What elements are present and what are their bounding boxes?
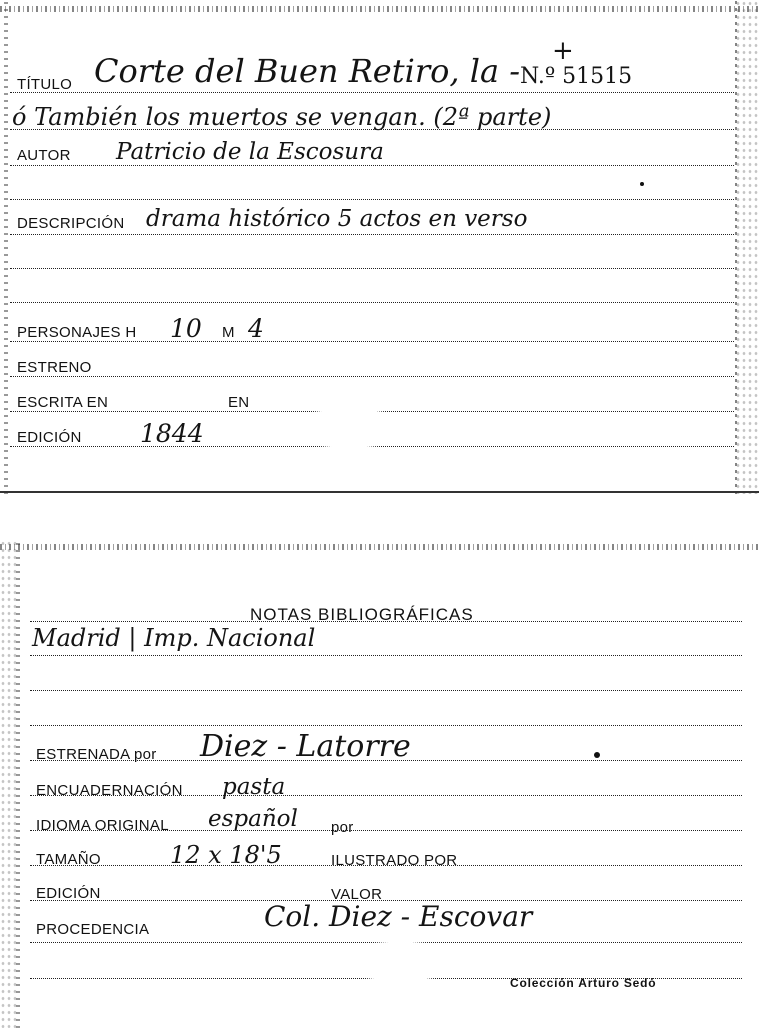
rule-line (10, 376, 734, 377)
handwritten-description: drama histórico 5 actos en verso (146, 206, 528, 232)
label-personajes-h: PERSONAJES H (17, 324, 137, 341)
handwritten-provenance: Col. Diez - Escovar (264, 900, 533, 933)
label-procedencia: PROCEDENCIA (36, 921, 150, 938)
label-descripcion: DESCRIPCIÓN (17, 215, 125, 232)
label-estrenada-por: ESTRENADA por (36, 746, 157, 763)
label-ilustrado-por: ILUSTRADO POR (331, 852, 458, 869)
label-valor: VALOR (331, 886, 383, 903)
handwritten-edition-year: 1844 (140, 419, 204, 448)
label-edicion: EDICIÓN (17, 429, 82, 446)
rule-line (10, 302, 734, 303)
label-titulo: TÍTULO (17, 76, 73, 93)
card-speckle (0, 540, 18, 1028)
label-personajes-m: M (222, 324, 235, 341)
handwritten-female-count: 4 (248, 314, 264, 343)
card-speckle (735, 0, 759, 494)
rule-line (10, 446, 734, 447)
label-encuadernacion: ENCUADERNACIÓN (36, 782, 183, 799)
paper-stain (318, 396, 380, 452)
label-escrita-en: ESCRITA EN (17, 394, 109, 411)
handwritten-title-line1: Corte del Buen Retiro, la - (94, 52, 521, 90)
label-idioma-por: por (331, 819, 354, 836)
label-en: EN (228, 394, 250, 411)
rule-line (10, 199, 734, 200)
rule-line (10, 165, 734, 166)
rule-line (10, 341, 734, 342)
rule-line (30, 690, 742, 691)
cross-mark: + (552, 36, 574, 66)
handwritten-author: Patricio de la Escosura (116, 139, 384, 165)
handwritten-catalog-number: N.º 51515 (520, 64, 633, 89)
handwritten-binding: pasta (222, 774, 286, 800)
rule-line (10, 234, 734, 235)
handwritten-premiered-by: Diez - Latorre (200, 729, 411, 764)
card-left-edge (4, 0, 8, 494)
label-edicion-2: EDICIÓN (36, 885, 101, 902)
rule-line (30, 621, 742, 622)
rule-line (30, 725, 742, 726)
catalog-card-front (0, 0, 759, 494)
rule-line (10, 92, 734, 93)
handwritten-male-count: 10 (170, 314, 202, 343)
card-bottom-edge (0, 491, 759, 493)
label-idioma-original: IDIOMA ORIGINAL (36, 817, 169, 834)
ink-dot (594, 752, 600, 758)
rule-line (30, 655, 742, 656)
handwritten-language: español (208, 806, 298, 832)
rule-line (10, 268, 734, 269)
collection-footer: Colección Arturo Sedó (510, 976, 657, 990)
label-estreno: ESTRENO (17, 359, 92, 376)
ink-dot (640, 182, 644, 186)
handwritten-title-line2: ó También los muertos se vengan. (2ª parte) (12, 103, 552, 131)
card-top-edge (0, 544, 759, 550)
label-autor: AUTOR (17, 147, 71, 164)
card-top-edge (0, 6, 759, 12)
label-tamano: TAMAÑO (36, 851, 101, 868)
handwritten-size: 12 x 18'5 (170, 841, 282, 869)
catalog-card-back (0, 540, 759, 1028)
handwritten-notes: Madrid | Imp. Nacional (32, 624, 316, 652)
notes-heading: NOTAS BIBLIOGRÁFICAS (250, 605, 474, 624)
paper-stain (370, 940, 430, 992)
